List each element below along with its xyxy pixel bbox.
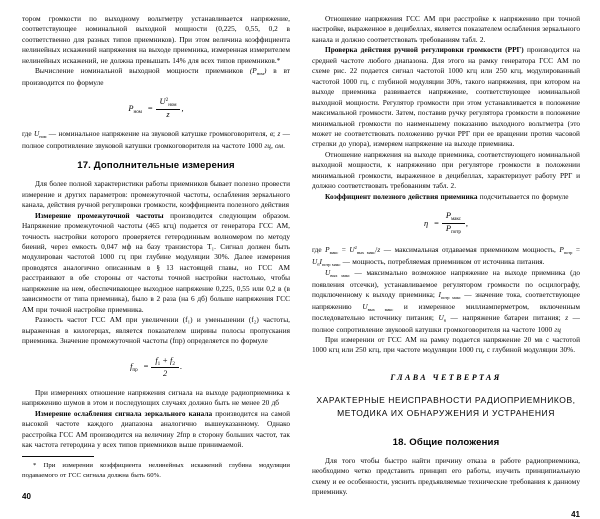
paragraph-continuation: тором громкости по выходному вольтметру устанавливается напряжение, соответствующее номинальной выходной мощности (0,225, 0,55, 0,2 в соответственно для разных типов приемников). При этом величина коэффициента нелинейных искажений напряжения на выходе приемника, измеренная измерителем нелинейных искажений, не должна превышать 14% для всех типов приемников.* (22, 14, 290, 65)
text-run: производится на средней частоте любого диапазона. Для этого на рамку генератора ГСС АМ по схеме рис. 22 подается сигнал частотой 1000 кгц или 250 кгц, модулированный частотой 1000 гц, с глубиной модуляции 30%, такого напряжения, при котором на выходе приемника развивается напряжение, соответствующее номинальной выходной мощности. Регулятор громкости при этом устанавливается в положение максимальной громкости. Затем, поставив ручку регулятора громкости в положение минимальной громкости по наименьшему показанию выходного вольтметра (это может не соответствовать положению ручки РРГ при ее вращении против часовой стрелки до упора), измеряем напряжение на выходе приемника. (312, 45, 580, 149)
page-number-right: 41 (571, 509, 580, 519)
formula-fraction (151, 356, 179, 378)
footnote-text: * При измерении коэффициента нелинейных искажений глубина модуляции подаваемого от ГСС сигнала должна быть 60%. (22, 462, 290, 479)
heading-section-17: 17. Дополнительные измерения (77, 160, 235, 172)
right-page-column (312, 14, 580, 519)
footnote-block (22, 450, 290, 500)
fraction-denominator: z (166, 110, 170, 120)
lead-in-bold: Измерение промежуточной частоты (35, 210, 164, 220)
paragraph-volume-control-check (312, 45, 580, 150)
text-run: Вычисление номинальной выходной мощности приемников (35, 66, 250, 76)
text-run: подсчитывается по формуле (477, 191, 569, 201)
text-run: производится следующим образом. Напряжение промежуточной частоты (465 кгц) подается от генератора ГСС АМ, точность настройки которого проверяется гетеродинным волномером по методу биений, через емкость 0,047 мф на базу транзистора Т₁. Сигнал должен быть модулирован частотой 1000 гц при глубине модуляции 30%. Далее измерения проводятся аналогично описанным в § 13 настоящей главы, но ГСС АМ расстраивают в обе стороны от частоты точной настройки настолько, чтобы напряжение на нем, обеспечивающее выходное напряжение 0,225, 0,55 или 0,2 в (в зависимости от типа приемника), было в 2 раза (на 6 дб) больше напряжения ГСС АМ при точной настройке приемника. (22, 210, 291, 314)
formula-lhs: η (424, 218, 429, 228)
lead-in-bold: Коэффициент полезного действия приемника (325, 191, 478, 201)
left-page-column (22, 14, 291, 501)
paragraph-frequency-difference: Разность частот ГСС АМ при увеличении (f₁) и уменьшении (f₂) частоты, выраженная в килогерцах, является показателем ширины полосы пропускания приемника. Значение промежуточной частоты (fпр) определяется по формуле (22, 315, 290, 346)
chapter-label: ГЛАВА ЧЕТВЕРТАЯ (390, 372, 502, 382)
paragraph-where-unom: где $U_{ном}$ — номинальное напряжение на звуковой катушке громкоговорителя, в; z — полное сопротивление звуковой катушки громкоговорителя на частоте 1000 гц, ом. (22, 129, 290, 150)
page-number-left: 40 (22, 491, 31, 501)
fraction-numerator: $U^2_{ном}$ (156, 97, 181, 110)
paragraph-uvyh-definitions: $U_{вых макс}$ — максимально возможное напряжение на выходе приемника (до появления отсечки), устанавливаемое регулятором громкости по осцилографу, подключенному к выходу приемника; $I_{потр макс}$ — значение тока, соответствующее напряжению $U_{вых макс}$ и измеренное миллиамперметром, включенным последовательно источнику питания; $U_б$ — напряжение батареи питания; z — полное сопротивление звуковой катушки громкоговорителя на частоте 1000 гц (312, 268, 580, 334)
paragraph-mirror-channel (22, 409, 290, 451)
formula-efficiency (312, 211, 580, 235)
formula-equals: = (147, 103, 153, 113)
paragraph-if-measurement (22, 211, 290, 316)
formula-lhs: $P_{ном}$ (128, 103, 142, 115)
formula-equals: = (434, 218, 439, 228)
paragraph-where-pmax: где $P_{макс} = U^2_{вых макс}/z$ — максимальная отдаваемая приемником мощность, $P_{потр} = U_бI_{потр макс}$ — мощность, потребляемая приемником от источника питания. (312, 245, 580, 267)
paragraph-mirror-attenuation-ratio: Отношение напряжения ГСС АМ при расстройке к напряжению при точной настройке, выраженное в децибеллах, является показателем ослабления зеркального канала и должно соответствовать требованиям табл. 2. (312, 14, 580, 44)
formula-lhs: $f_{пр}$ (130, 362, 138, 374)
chapter-title-line-1: ХАРАКТЕРНЫЕ НЕИСПРАВНОСТИ РАДИОПРИЕМНИКОВ, (316, 394, 576, 405)
formula-trailing-punctuation: . (179, 362, 182, 372)
text-run: в вт производится по формуле (22, 66, 291, 87)
fraction-denominator: 2 (162, 368, 168, 378)
fraction-denominator: $P_{потр}$ (445, 224, 461, 236)
right-page-footer (312, 498, 580, 519)
paragraph-efficiency (312, 192, 580, 202)
chapter-title-line-2: МЕТОДИКА ИХ ОБНАРУЖЕНИЯ И УСТРАНЕНИЯ (337, 407, 555, 418)
formula-trailing-punctuation: , (181, 103, 184, 113)
paragraph-signal-noise-ratio: При измерениях отношение напряжения сигнала на выходе радиоприемника к напряжению шумов в этом и последующих случаях должно быть не менее 20 дб (22, 387, 290, 408)
paragraph-output-voltage-ratio: Отношение напряжения на выходе приемника, соответствующего номинальной выходной мощности, к напряжению при регуляторе громкости в положении минимальной громкости, выраженное в децибеллах, характеризует работу РРГ и должно соответствовать требованиям табл. 2. (312, 149, 580, 191)
lead-in-bold: Измерение ослабления сигнала зеркального канала (35, 408, 213, 418)
paragraph-additional-measurements-intro: Для более полной характеристики работы приемников бывает полезно провести измерение и других параметров: промежуточной частоты, ослабления зеркального канала, действия ручной регулировки громкости, коэффициента полезного действия (22, 179, 290, 210)
paragraph-general-provisions: Для того чтобы быстро найти причину отказа в работе радиоприемника, необходимо четко представить принцип его работы, изучить принципиальную схему и ее особенности, уяснить предъявляемые технические требования к данному приемнику. (312, 455, 580, 497)
footnote-rule (22, 456, 94, 457)
lead-in-bold: Проверка действия ручной регулировки громкости (РРГ) (325, 45, 524, 55)
formula-nominal-power (22, 97, 290, 119)
formula-equals: = (143, 362, 149, 372)
fraction-numerator: $P_{макс}$ (442, 211, 465, 224)
formula-fraction (156, 96, 184, 120)
heading-section-18: 18. Общие положения (392, 436, 500, 448)
formula-intermediate-frequency (22, 356, 290, 378)
inline-symbol-pnom: $(P_{ном})$ (249, 66, 267, 77)
chapter-title (312, 394, 580, 420)
formula-trailing-punctuation: , (465, 218, 468, 228)
text-run: производится на самой высокой частоте каждого диапазона аналогично вышеуказанному. Однако расстройка ГСС АМ производится на величину 2fпр в сторону больших частот, так как частота гетеродина у всех типов приемников выше принимаемой. (22, 408, 291, 449)
fraction-numerator: $f_1 + f_2$ (151, 356, 179, 369)
formula-fraction (442, 211, 465, 235)
paragraph-gss-am-measurement: При измерении от ГСС АМ на рамку подается напряжение 20 мв с частотой 1000 кгц или 250 кгц, при частоте модуляции 1000 гц, с глубиной модуляции 30%. (312, 334, 580, 355)
paragraph-nominal-power (22, 66, 290, 88)
